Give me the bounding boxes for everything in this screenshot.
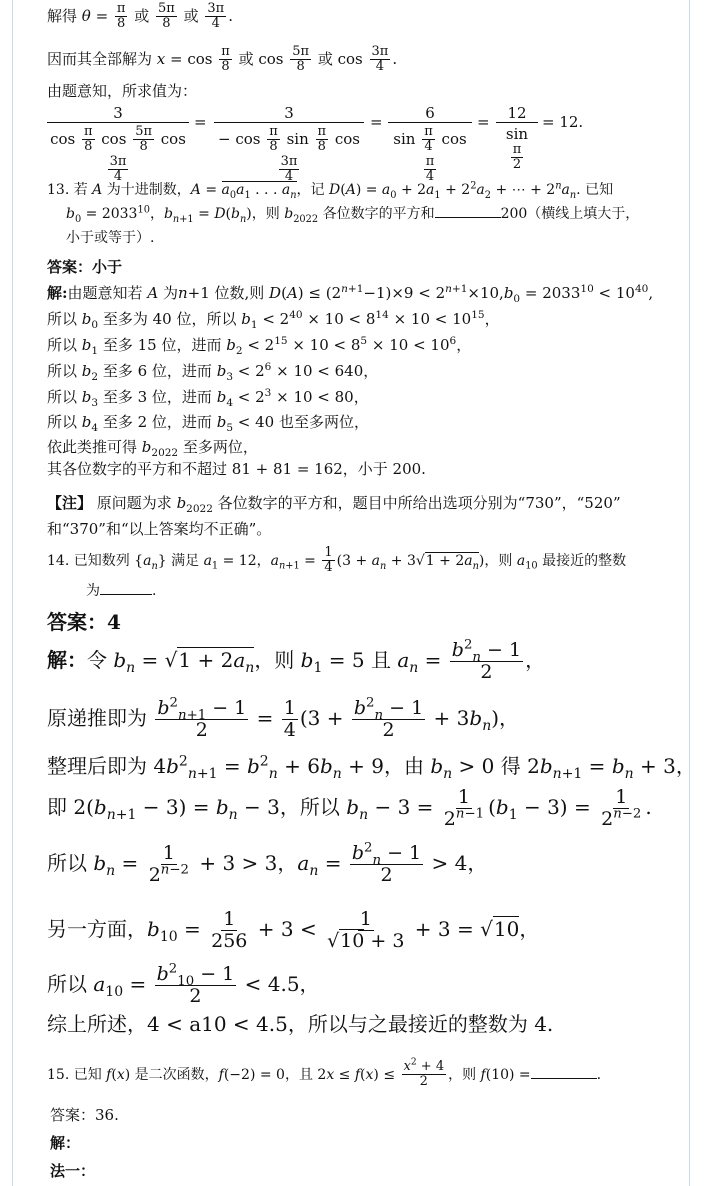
problem-13-line-2: $b_0 = 2033^{10}$，$b_{n+1} = D(b_n)$，则 $b_{2022}$ 各位数字的平方和 200（横线上填大于， [66, 204, 640, 225]
solution-14-line-4: 即 $2(b_{n+1} - 3) = b_n - 3$，所以 $b_n - 3$ = $\frac{1}{2^{n-1}}$ $(b_1 - 3)$ = $\frac{1}{2^{n-2}}$ . [47, 786, 652, 830]
solution-15-label: 解： [50, 1134, 81, 1152]
solution-14-line-1: 解：令 $b_n = √1 + 2a_n$，则 $b_1 = 5$ 且 $a_n$ = $\frac{b^2_n - 1}{2}$ ， [47, 637, 546, 683]
solution-14-line-3: 整理后即为 $4b^2_{n+1} = b^2_n + 6b_n + 9$，由 $b_n > 0$ 得 $2b_{n+1} = b_n + 3$， [47, 753, 696, 782]
answer-15: 答案：36. [50, 1106, 119, 1124]
solution-13-line-1: 解:由题意知若 A 为n+1 位数,则 $D(A) \le (2^{n+1}-1)\times 9 < 2^{n+1}\times 10,b_0 = 2033^{10} < 10^{40}$, [47, 283, 654, 305]
answer-13: 答案：小于 [47, 258, 123, 276]
solution-13-line-7: 依此类推可得 $b_{2022}$ 至多两位， [47, 438, 258, 459]
page-frame-left [12, 0, 13, 1186]
solution-14-line-2: 原递推即为 $\frac{b^2_{n+1} - 1}{2}$ = $\frac{1}{4}$ (3 + $\frac{b^2_n - 1}{2}$ + $3b_n$)， [47, 695, 520, 741]
solution-13-line-5: 所以 $b_3$ 至多 3 位，进而 $b_4 < 2^3 \times 10 < 80$， [47, 387, 369, 409]
solution-14-line-5: 所以 $b_n$ = $\frac{1}{2^{n-2}}$ + 3 > 3，$a_n$ = $\frac{b^2_n - 1}{2}$ > 4， [47, 840, 488, 886]
problem-14-line-2: 为 . [86, 583, 157, 599]
solution-13-line-8: 其各位数字的平方和不超过 81 + 81 = 162，小于 200. [47, 460, 426, 478]
method-1-label: 法一： [50, 1162, 96, 1180]
solution-14-line-7: 所以 $a_{10}$ = $\frac{b^2_{10} - 1}{2}$ < 4.5， [47, 961, 320, 1007]
line-solve-theta: 解得 θ = $\frac{\pi}{8}$ 或 $\frac{5\pi}{8}$ 或 $\frac{3\pi}{4}$ . [47, 1, 233, 32]
problem-15: 15. 已知 f(x) 是二次函数，f(−2) = 0，且 2x ≤ f(x) ≤ $\frac{x^2 + 4}{2}$ ，则 f(10) = . [47, 1057, 602, 1090]
solution-13-line-2: 所以 $b_0$ 至多为 40 位，所以 $b_1 < 2^{40} \times 10 < 8^{14} \times 10 < 10^{15}$， [47, 309, 500, 331]
page-frame-right [689, 0, 690, 1186]
solution-13-line-3: 所以 $b_1$ 至多 15 位，进而 $b_2 < 2^{15} \times 10 < 8^5 \times 10 < 10^6$， [47, 335, 472, 357]
answer-14: 答案：4 [47, 610, 121, 634]
problem-13-line-3: 小于或等于）. [66, 230, 155, 246]
note-13-line-1: 【注】 原问题为求 $b_{2022}$ 各位数字的平方和，题目中所给出选项分别为“730”，“520” [47, 494, 621, 515]
line-all-solutions: 因而其全部解为 x = cos $\frac{\pi}{8}$ 或 cos $\frac{5\pi}{8}$ 或 cos $\frac{3\pi}{4}$ . [47, 44, 398, 75]
solution-14-line-6: 另一方面，$b_{10}$ = $\frac{1}{256}$ + 3 < $\frac{1}{√10 + 3}$ + 3 = √10， [47, 908, 540, 952]
line-intro-value: 由题意知，所求值为： [47, 82, 198, 100]
solution-14-line-8: 综上所述，4 < a10 < 4.5，所以与之最接近的整数为 4. [47, 1012, 554, 1036]
note-13-line-2: 和“370”和“以上答案均不正确”。 [47, 520, 272, 538]
problem-14-line-1: 14. 已知数列 $\{a_n\}$ 满足 $a_1 = 12$，$a_{n+1}$ = $\frac{1}{4}$ $(3 + a_n + 3√1 + 2a_n)$，则 $a_{10}$ 最接近的整数 [47, 545, 627, 576]
problem-13-line-1: 13. 若 A 为十进制数，$A = a_0a_1$ . . . $a_n$，记 $D(A) = a_0 + 2a_1 + 2^2a_2$ + ⋯ + $2^na_n$. 已知 [47, 180, 614, 201]
solution-13-line-6: 所以 $b_4$ 至多 2 位，进而 $b_5 < 40$ 也至多两位， [47, 413, 369, 434]
solution-13-line-4: 所以 $b_2$ 至多 6 位，进而 $b_3 < 2^6 \times 10 < 640$， [47, 361, 379, 383]
